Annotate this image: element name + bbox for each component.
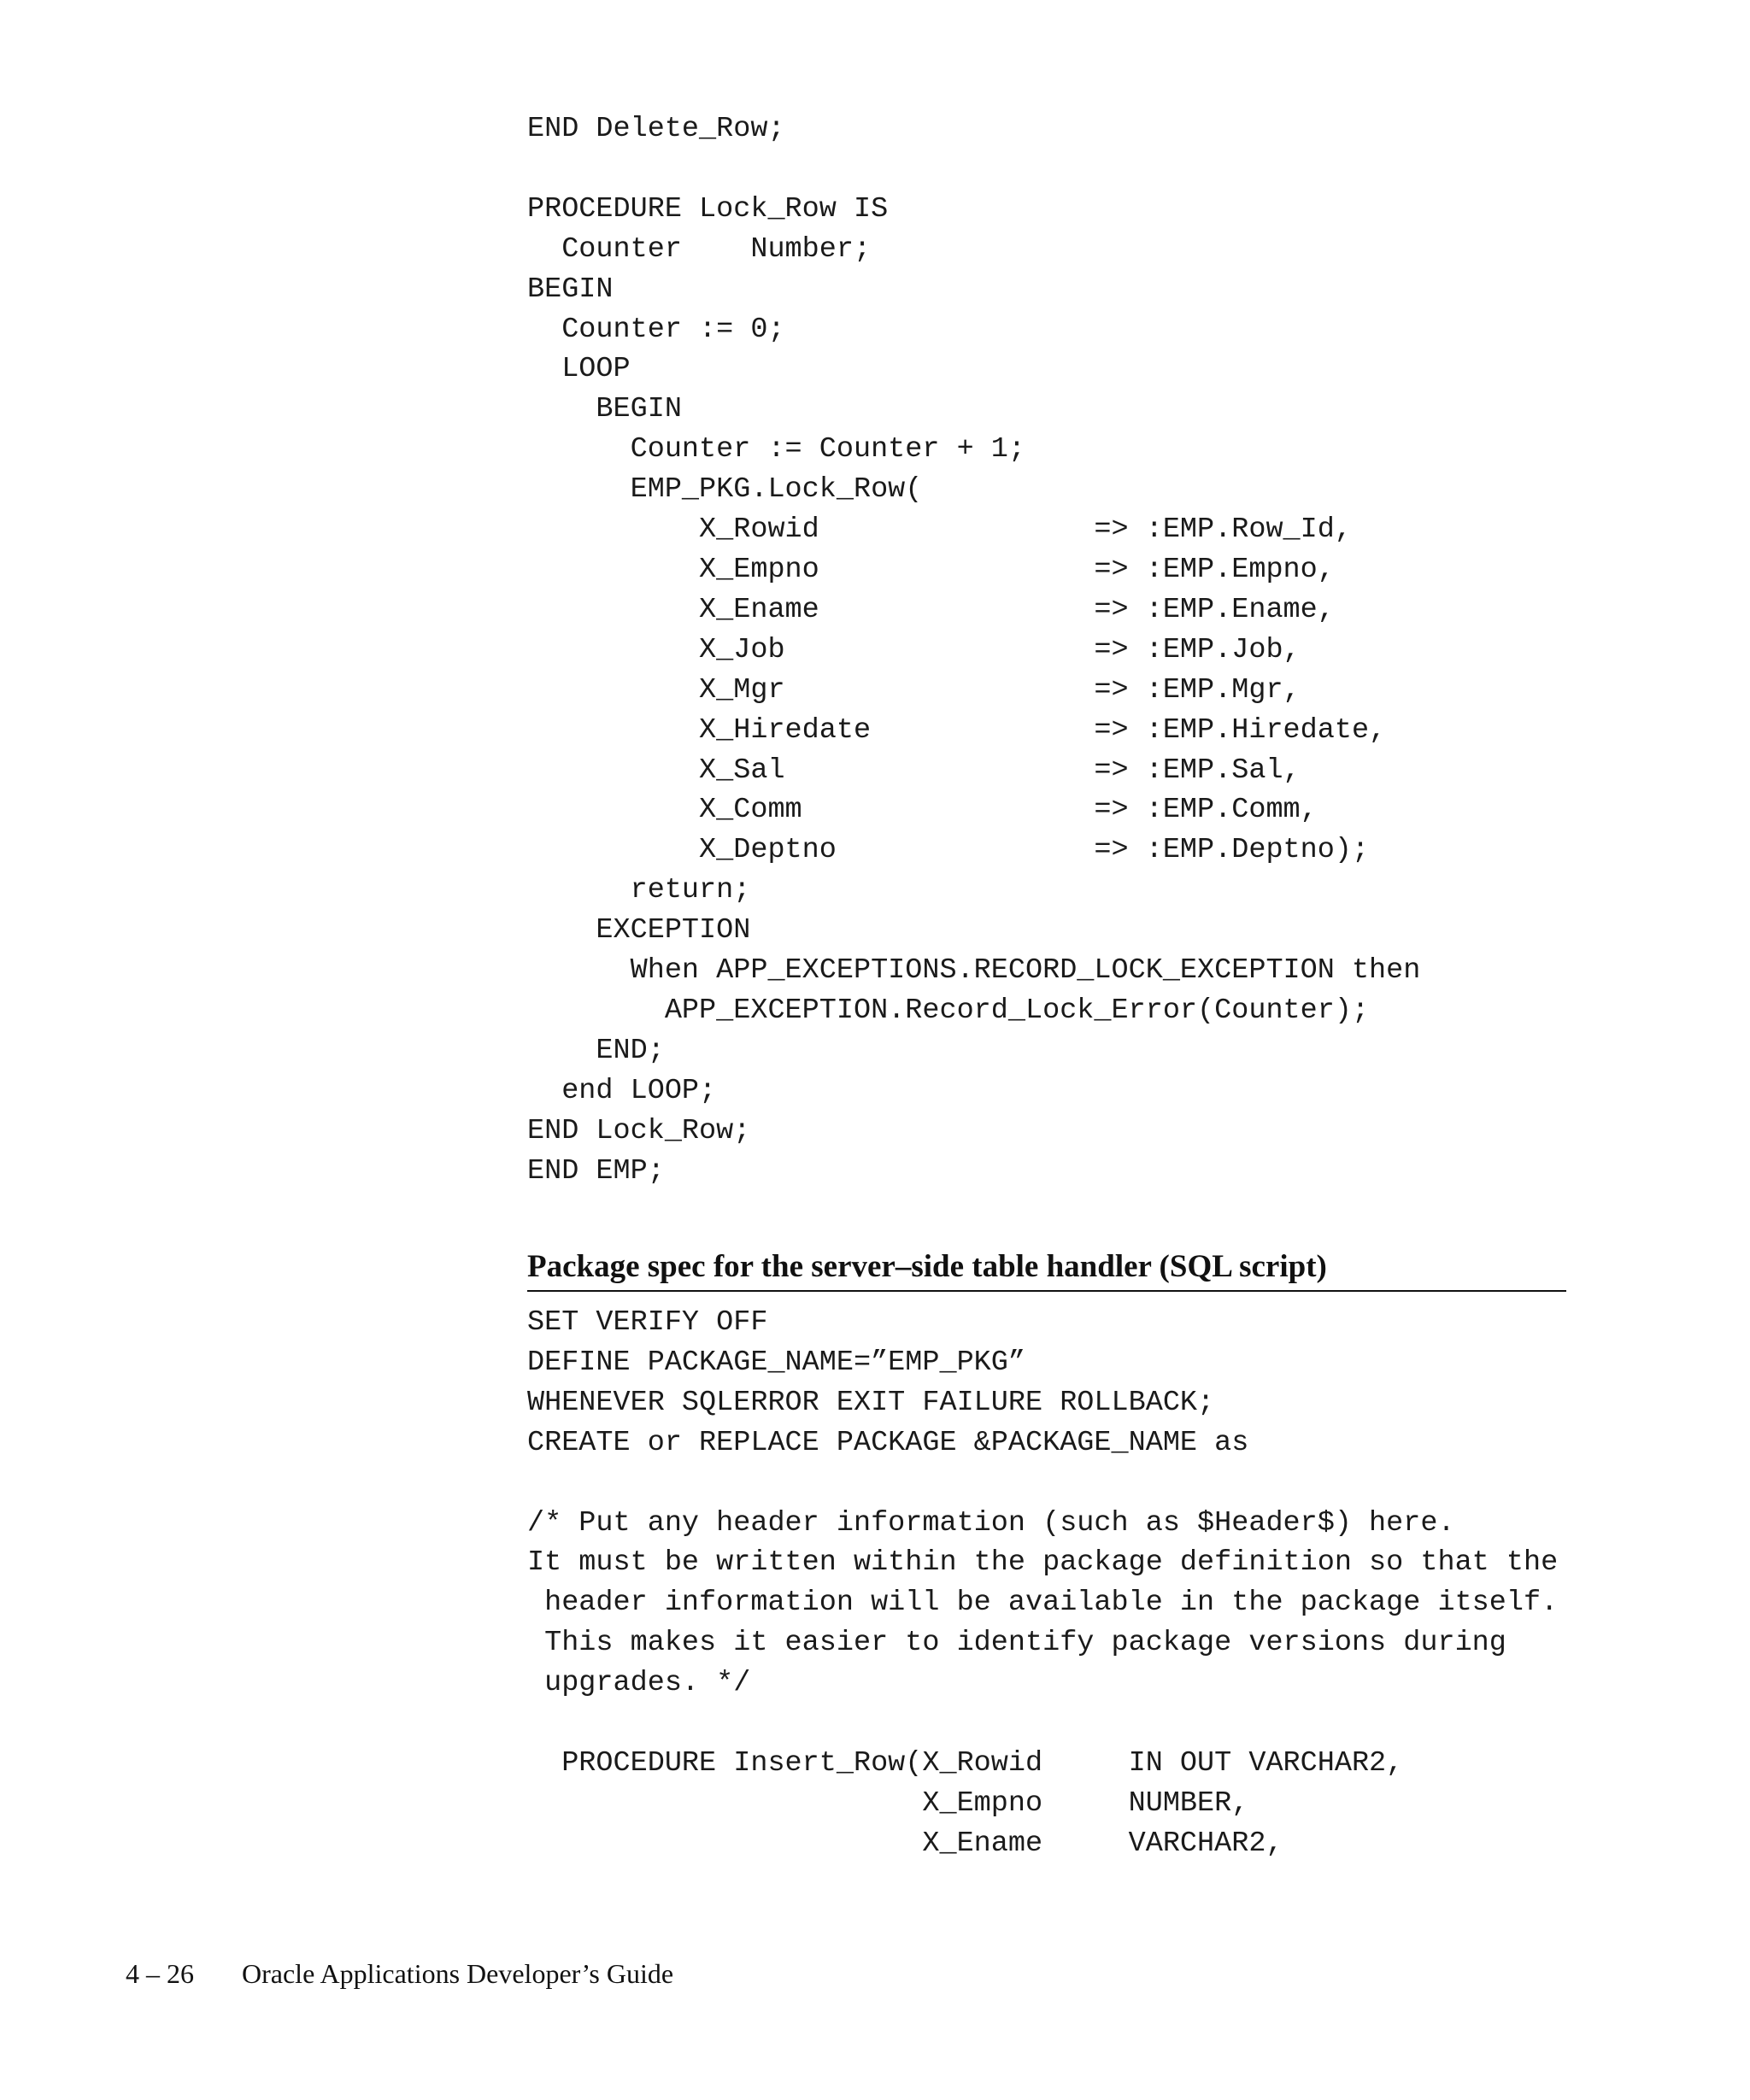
code-listing-lock-row: END Delete_Row; PROCEDURE Lock_Row IS Counter Number; BEGIN Counter := 0; LOOP BEGIN Counter := Counter + 1; EMP_PKG.Lock_Row( X_Rowid => :EMP.Row_Id, X_Empno => :EMP.Empno, X_Ename => :EMP.Ename, X_Job => :EMP.Job, X_Mgr => :EMP.Mgr, X_Hiredate => :EMP.Hiredate, X_Sal => :EMP.Sal, X_Comm => :EMP.Comm, X_Deptno => :EMP.Deptno); return; EXCEPTION When APP_EXCEPTIONS.RECORD_LOCK_EXCEPTION then APP_EXCEPTION.Record_Lock_Error(Counter); END; end LOOP; END Lock_Row; END EMP; xyxy=(527,113,1421,1188)
page-footer xyxy=(126,1955,673,1992)
book-title: Oracle Applications Developer’s Guide xyxy=(242,1958,674,1989)
page-number: 4 – 26 xyxy=(126,1958,194,1989)
section-heading: Package spec for the server–side table handler (SQL script) xyxy=(527,1246,1566,1292)
code-listing-package-spec: SET VERIFY OFF DEFINE PACKAGE_NAME=”EMP_PKG” WHENEVER SQLERROR EXIT FAILURE ROLLBACK; CREATE or REPLACE PACKAGE &PACKAGE_NAME as /* Put any header information (such as $Header$) here. It must be written within the package definition so that the header information will be available in the package itself. This makes it easier to identify package versions during upgrades. */ PROCEDURE Insert_Row(X_Rowid IN OUT VARCHAR2, X_Empno NUMBER, X_Ename VARCHAR2, xyxy=(527,1306,1559,1860)
